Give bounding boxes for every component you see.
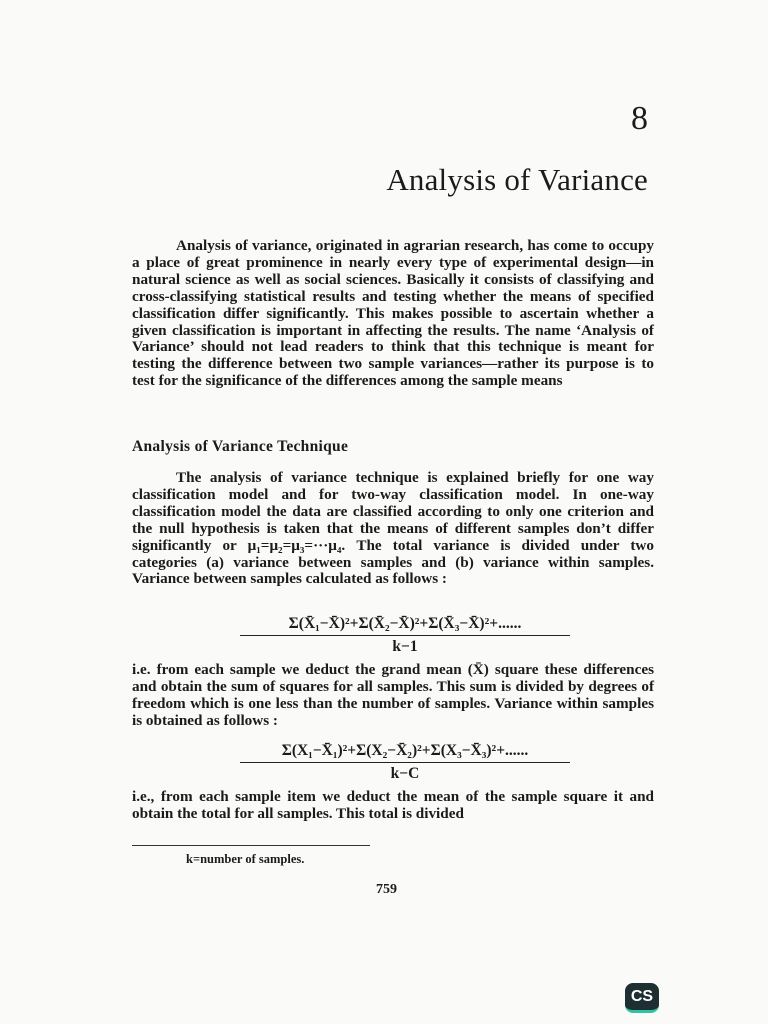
between-samples-formula bbox=[240, 615, 570, 656]
footnote: k=number of samples. bbox=[186, 852, 305, 866]
camscanner-badge-icon: CS bbox=[625, 983, 659, 1013]
chapter-number: 8 bbox=[631, 100, 648, 137]
chapter-title: Analysis of Variance bbox=[386, 162, 648, 197]
between-explanation-paragraph: i.e. from each sample we deduct the grand mean (X̄) square these differences and obtain the sum of squares for all samples. This sum is divided by degrees of freedom which is one less than the number of samples. Variance within samples is obtained as follows : bbox=[132, 661, 654, 729]
technique-paragraph: The analysis of variance technique is explained briefly for one way classification model and for two-way classification model. In one-way classification model the data are classified according to only one criterion and the null hypothesis is taken that the means of different samples don’t differ significantly or μ₁=μ₂=μ₃=···μ₄. The total variance is divided under two categories (a) variance between samples and (b) variance within samples. Variance between samples calculated as follows : bbox=[132, 469, 654, 588]
between-formula-numerator: Σ(X̄₁−X̄)²+Σ(X̄₂−X̄)²+Σ(X̄₃−X̄)²+...... bbox=[240, 615, 570, 636]
intro-paragraph: Analysis of variance, originated in agrarian research, has come to occupy a place of great prominence in nearly every type of experimental design—in natural science as well as social sciences. Basically it consists of classifying and cross-classifying statistical results and testing whether the means of specified classification differ significantly. This makes possible to ascertain whether a given classification is important in affecting the results. The name ‘Analysis of Variance’ should not lead readers to think that this technique is meant for testing the difference between two sample variances—rather its purpose is to test for the significance of the differences among the sample means bbox=[132, 237, 654, 390]
section-heading: Analysis of Variance Technique bbox=[132, 438, 349, 455]
within-formula-numerator: Σ(X₁−X̄₁)²+Σ(X₂−X̄₂)²+Σ(X₃−X̄₃)²+...... bbox=[240, 742, 570, 763]
within-explanation-paragraph: i.e., from each sample item we deduct the mean of the sample square it and obtain the total for all samples. This total is divided bbox=[132, 788, 654, 822]
within-samples-formula bbox=[240, 742, 570, 783]
footnote-divider bbox=[132, 845, 370, 846]
page-number: 759 bbox=[376, 882, 397, 897]
between-formula-denominator: k−1 bbox=[392, 638, 418, 655]
within-formula-denominator: k−C bbox=[390, 765, 420, 782]
